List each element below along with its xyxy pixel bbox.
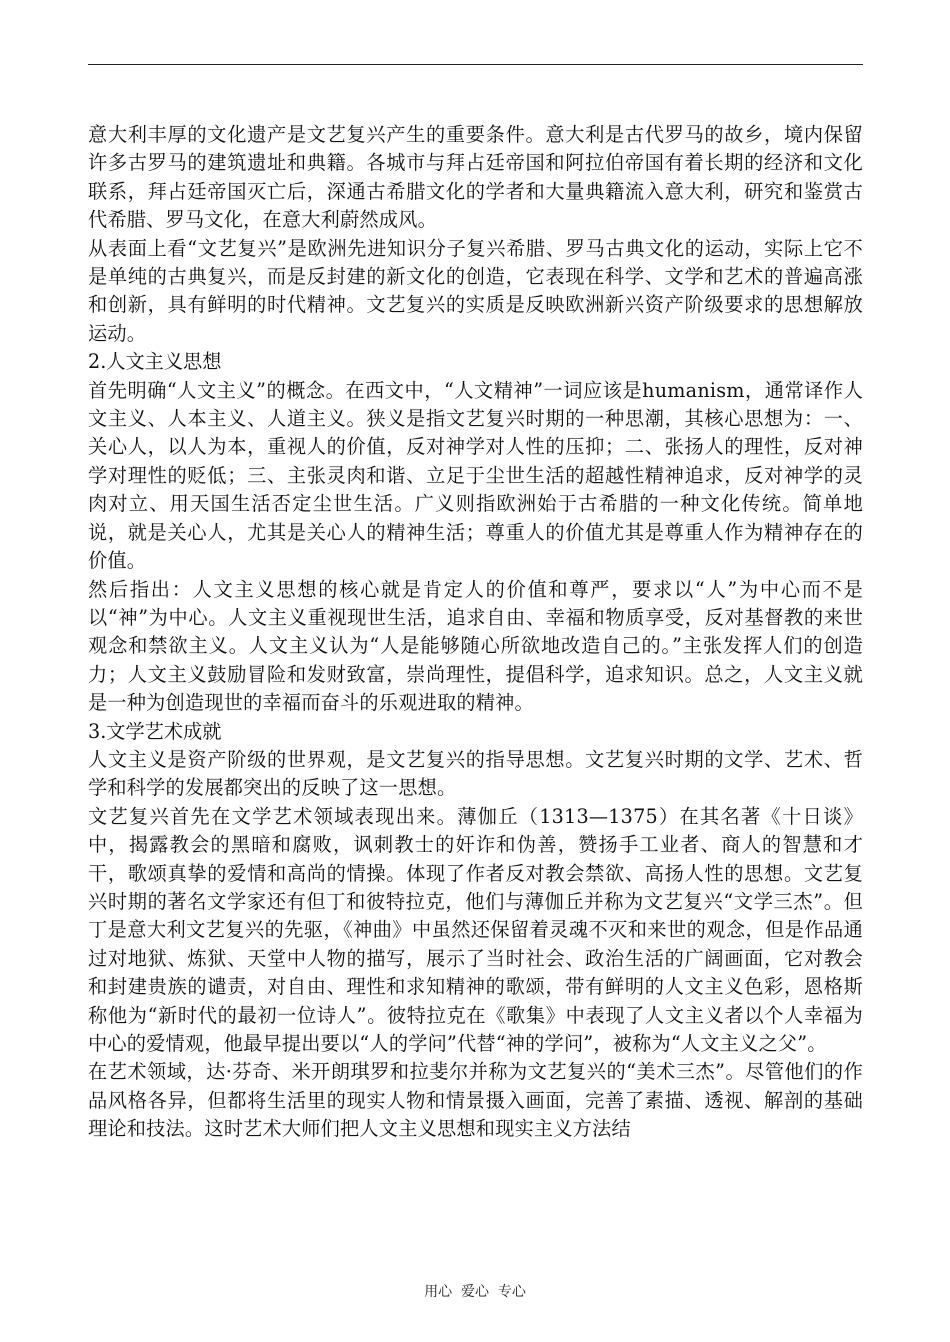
paragraph: 文艺复兴首先在文学艺术领域表现出来。薄伽丘（1313—1375）在其名著《十日谈》中，揭露教会的黑暗和腐败，讽刺教士的奸诈和伪善，赞扬手工业者、商人的智慧和才干，歌颂真挚的爱情和高尚的情操。体现了作者反对教会禁欲、高扬人性的思想。文艺复兴时期的著名文学家还有但丁和彼特拉克，他们与薄伽丘并称为文艺复兴“文学三杰”。但丁是意大利文艺复兴的先驱，《神曲》中虽然还保留着灵魂不灭和来世的观念，但是作品通过对地狱、炼狱、天堂中人物的描写，展示了当时社会、政治生活的广阔画面，它对教会和封建贵族的谴责，对自由、理性和求知精神的歌颂，带有鲜明的人文主义色彩，恩格斯称他为“新时代的最初一位诗人”。彼特拉克在《歌集》中表现了人文主义者以个人幸福为中心的爱情观，他最早提出要以“人的学问”代替“神的学问”，被称为“人文主义之父”。 (88, 804, 863, 1055)
header-rule (88, 64, 863, 65)
paragraph: 从表面上看“文艺复兴”是欧洲先进知识分子复兴希腊、罗马古典文化的运动，实际上它不是单纯的古典复兴，而是反封建的新文化的创造，它表现在科学、文学和艺术的普遍高涨和创新，具有鲜明的时代精神。文艺复兴的实质是反映欧洲新兴资产阶级要求的思想解放运动。 (88, 236, 863, 345)
paragraph: 在艺术领域，达·芬奇、米开朗琪罗和拉斐尔并称为文艺复兴的“美术三杰”。尽管他们的作品风格各异，但都将生活里的现实人物和情景摄入画面，完善了素描、透视、解剖的基础理论和技法。这时艺术大师们把人文主义思想和现实主义方法结 (88, 1060, 863, 1141)
paragraph: 首先明确“人文主义”的概念。在西文中，“人文精神”一词应该是humanism，通常译作人文主义、人本主义、人道主义。狭义是指文艺复兴时期的一种思潮，其核心思想为：一、关心人，以人为本，重视人的价值，反对神学对人性的压抑；二、张扬人的理性，反对神学对理性的贬低；三、主张灵肉和谐、立足于尘世生活的超越性精神追求，反对神学的灵肉对立、用天国生活否定尘世生活。广义则指欧洲始于古希腊的一种文化传统。简单地说，就是关心人，尤其是关心人的精神生活；尊重人的价值尤其是尊重人作为精神存在的价值。 (88, 378, 863, 573)
paragraph: 意大利丰厚的文化遗产是文艺复兴产生的重要条件。意大利是古代罗马的故乡，境内保留许多古罗马的建筑遗址和典籍。各城市与拜占廷帝国和阿拉伯帝国有着长期的经济和文化联系，拜占廷帝国灭亡后，深通古希腊文化的学者和大量典籍流入意大利，研究和鉴赏古代希腊、罗马文化，在意大利蔚然成风。 (88, 123, 863, 232)
paragraph: 然后指出：人文主义思想的核心就是肯定人的价值和尊严，要求以“人”为中心而不是以“神”为中心。人文主义重视现世生活，追求自由、幸福和物质享受，反对基督教的来世观念和禁欲主义。人文主义认为“人是能够随心所欲地改造自己的。”主张发挥人们的创造力；人文主义鼓励冒险和发财致富，崇尚理性，提倡科学，追求知识。总之，人文主义就是一种为创造现世的幸福而奋斗的乐观进取的精神。 (88, 577, 863, 715)
paragraph: 人文主义是资产阶级的世界观，是文艺复兴的指导思想。文艺复兴时期的文学、艺术、哲学和科学的发展都突出的反映了这一思想。 (88, 747, 863, 800)
section-heading: 2.人文主义思想 (88, 350, 222, 374)
document-body (88, 121, 863, 1144)
section-heading: 3.文学艺术成就 (88, 719, 222, 743)
page-footer: 用心 爱心 专心 (424, 1284, 526, 1300)
